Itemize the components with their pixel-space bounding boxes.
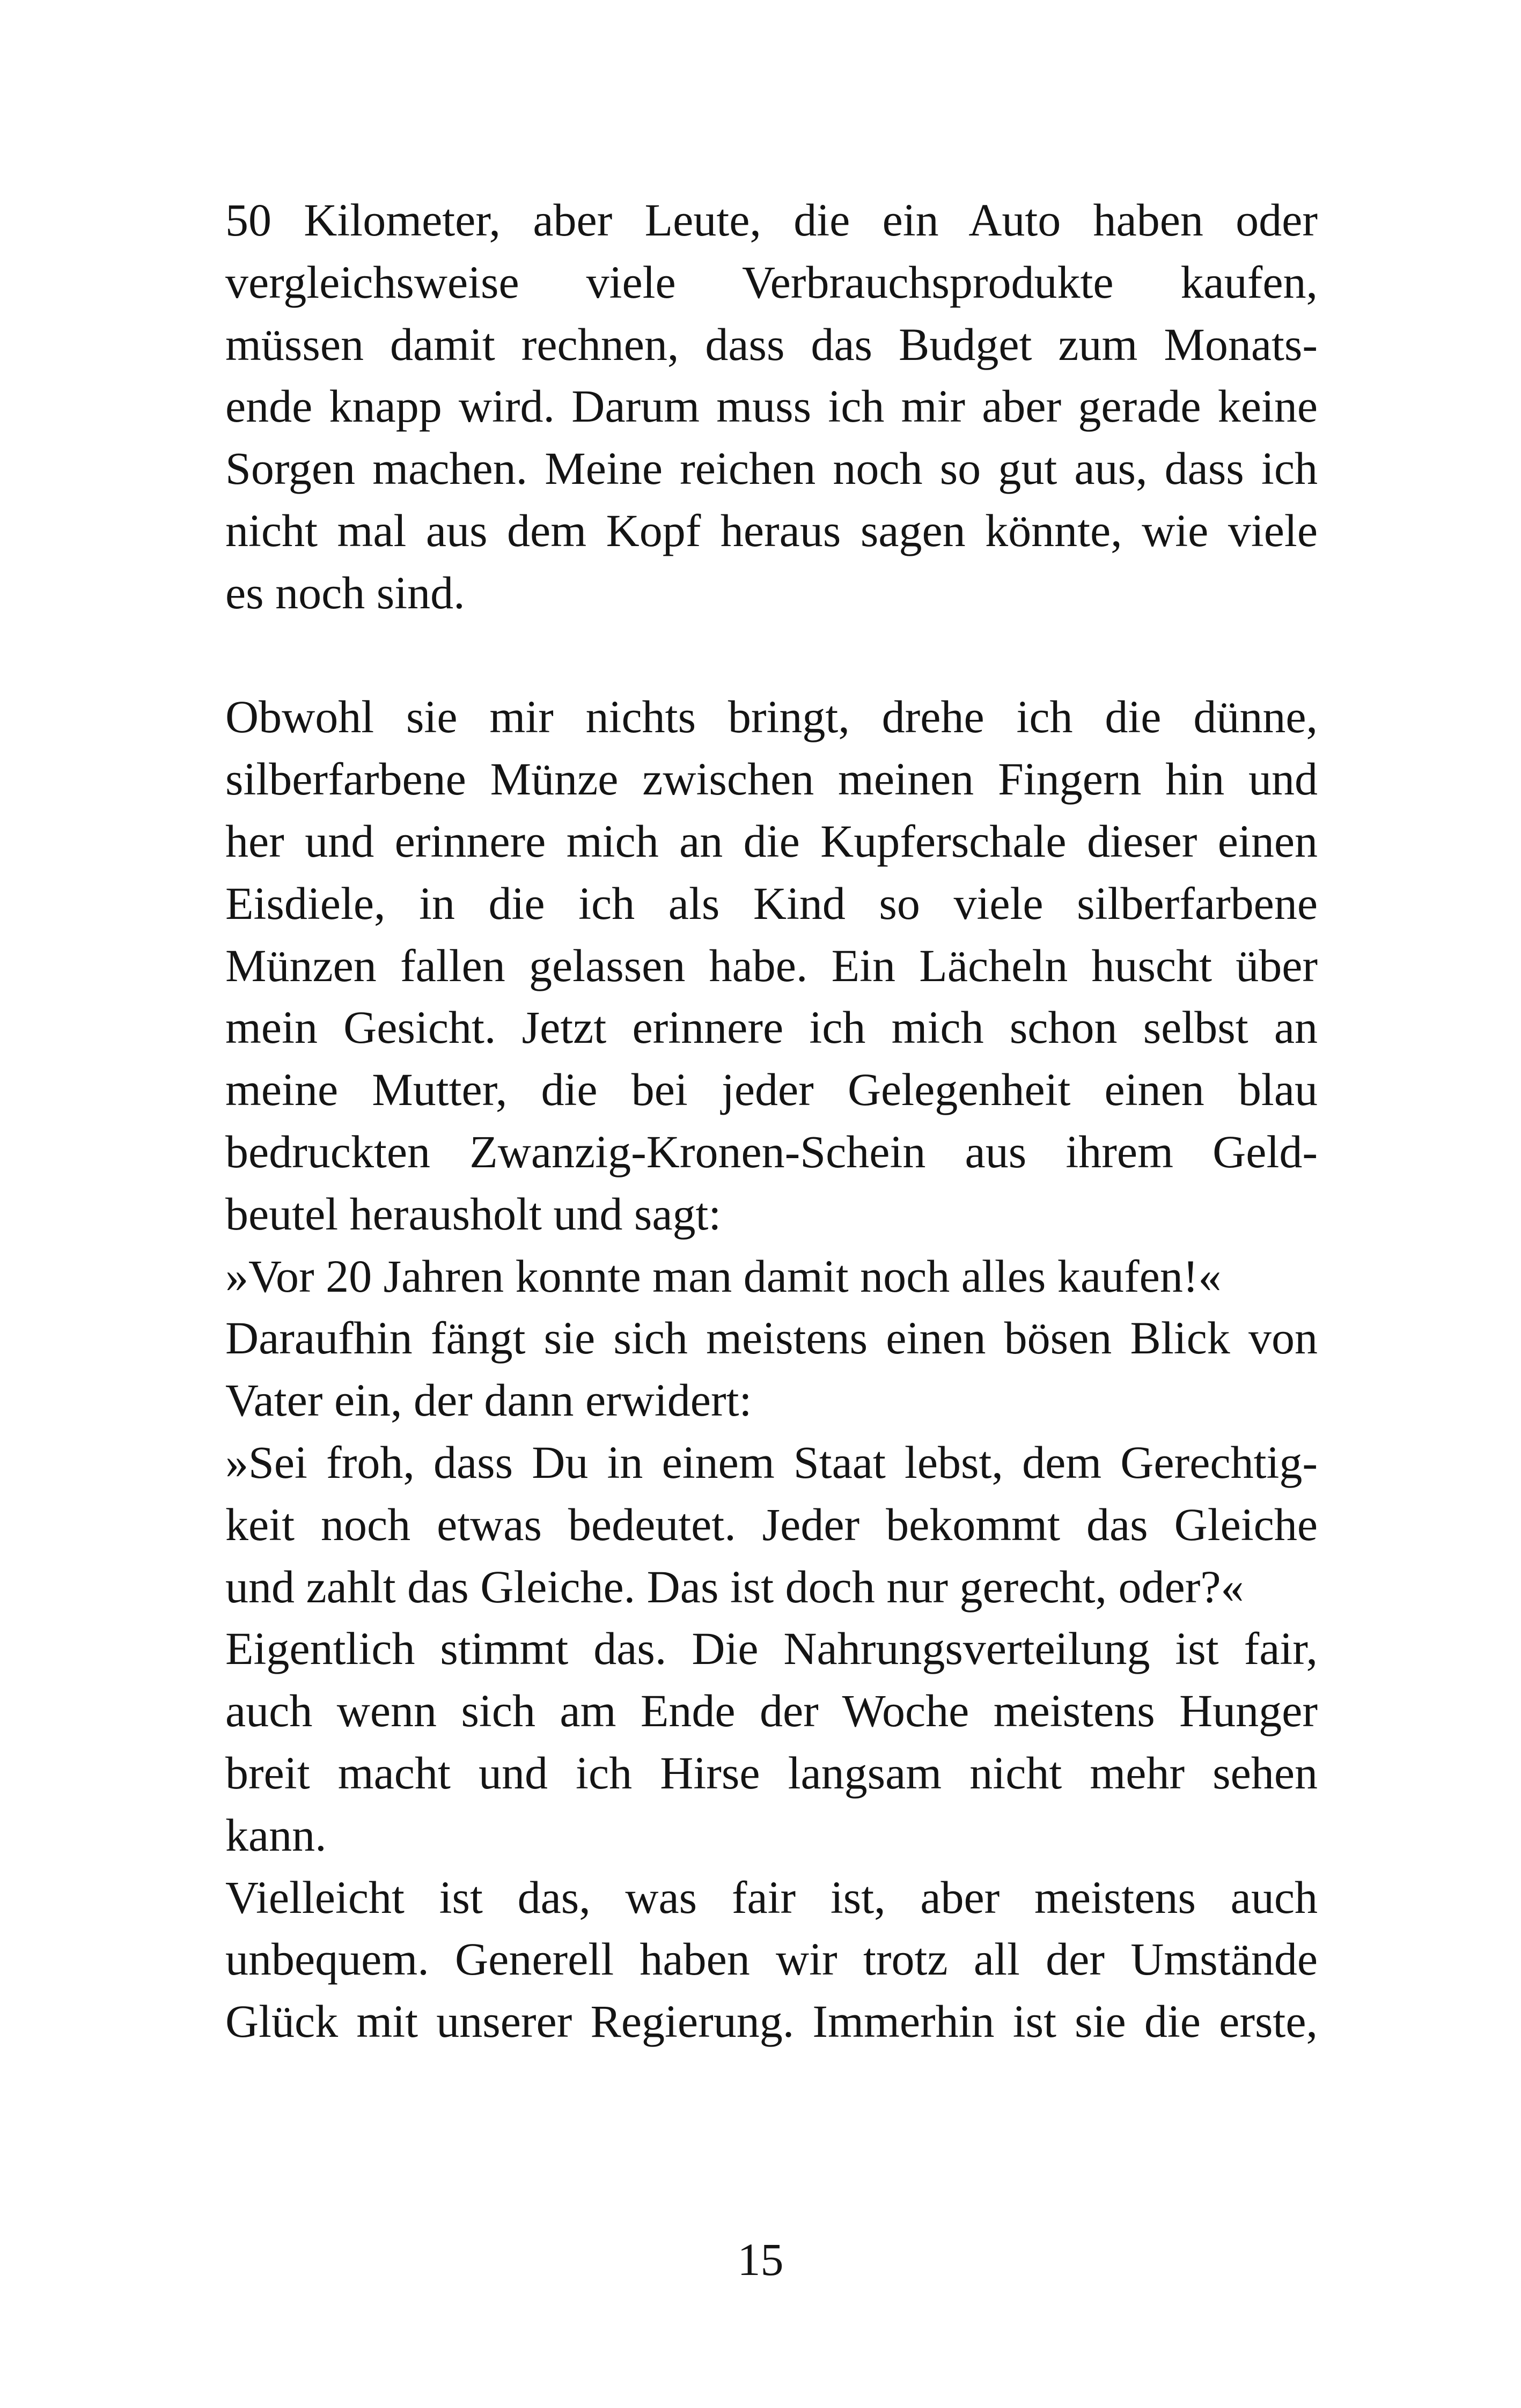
text-line: mein Gesicht. Jetzt erinnere ich mich schon selbst an <box>225 1002 1318 1054</box>
text-line: breit macht und ich Hirse langsam nicht mehr sehen <box>225 1747 1318 1799</box>
body-text <box>225 189 1318 2053</box>
text-line: Glück mit unserer Regierung. Immerhin ist sie die erste, <box>225 1995 1318 2048</box>
text-line: es noch sind. <box>225 566 465 618</box>
paragraph-gap <box>225 624 1318 687</box>
text-line: 50 Kilometer, aber Leute, die ein Auto haben oder <box>225 194 1318 246</box>
text-line: Daraufhin fängt sie sich meistens einen bösen Blick von <box>225 1312 1318 1364</box>
text-line: »Vor 20 Jahren konnte man damit noch alles kaufen!« <box>225 1250 1222 1302</box>
text-line: nicht mal aus dem Kopf heraus sagen könnte, wie viele <box>225 504 1318 556</box>
text-line: »Sei froh, dass Du in einem Staat lebst, dem Gerechtig- <box>225 1436 1318 1488</box>
text-line: und zahlt das Gleiche. Das ist doch nur gerecht, oder?« <box>225 1560 1244 1612</box>
text-line: unbequem. Generell haben wir trotz all der Umstände <box>225 1933 1318 1985</box>
text-line: vergleichsweise viele Verbrauchsprodukte kaufen, <box>225 256 1318 308</box>
text-line: meine Mutter, die bei jeder Gelegenheit einen blau <box>225 1064 1318 1116</box>
text-line: Münzen fallen gelassen habe. Ein Lächeln huscht über <box>225 939 1318 991</box>
text-line: Eigentlich stimmt das. Die Nahrungsverteilung ist fair, <box>225 1623 1318 1675</box>
text-line: kann. <box>225 1809 327 1861</box>
text-line: auch wenn sich am Ende der Woche meistens Hunger <box>225 1685 1318 1737</box>
text-line: müssen damit rechnen, dass das Budget zum Monats- <box>225 318 1318 370</box>
text-line: silberfarbene Münze zwischen meinen Fingern hin und <box>225 753 1318 805</box>
page-number: 15 <box>737 2234 784 2285</box>
text-line: beutel herausholt und sagt: <box>225 1188 722 1240</box>
text-line: bedruckten Zwanzig-Kronen-Schein aus ihrem Geld- <box>225 1125 1318 1177</box>
text-line: her und erinnere mich an die Kupferschale dieser einen <box>225 815 1318 867</box>
text-line: Eisdiele, in die ich als Kind so viele silberfarbene <box>225 877 1318 929</box>
text-line: Vater ein, der dann erwidert: <box>225 1374 752 1426</box>
text-line: Obwohl sie mir nichts bringt, drehe ich die dünne, <box>225 691 1318 743</box>
text-line: Sorgen machen. Meine reichen noch so gut aus, dass ich <box>225 443 1318 495</box>
text-line: ende knapp wird. Darum muss ich mir aber gerade keine <box>225 380 1318 432</box>
text-line: keit noch etwas bedeutet. Jeder bekommt das Gleiche <box>225 1498 1318 1550</box>
text-line: Vielleicht ist das, was fair ist, aber meistens auch <box>225 1871 1318 1923</box>
